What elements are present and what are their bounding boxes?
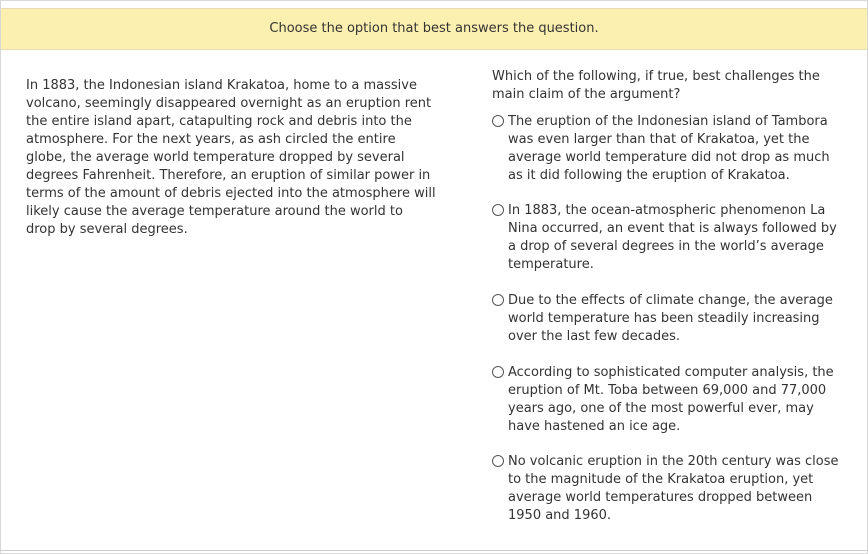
radio-button-icon[interactable] xyxy=(492,455,504,467)
radio-button-icon[interactable] xyxy=(492,366,504,378)
answer-option-b[interactable] xyxy=(492,202,852,274)
passage-text: In 1883, the Indonesian island Krakatoa, home to a massive volcano, seemingly disappeared overnight as an eruption rent the entire island apart, catapulting rock and debris into the atmosphere. For the next years, as ash circled the entire globe, the average world temperature dropped by several degrees Fahrenheit. Therefore, an eruption of similar power in terms of the amount of debris ejected into the atmosphere will likely cause the average temperature around the world to drop by several degrees. xyxy=(26,78,436,237)
radio-button-icon[interactable] xyxy=(492,115,504,127)
answer-option-a[interactable] xyxy=(492,113,852,185)
answer-option-text: In 1883, the ocean-atmospheric phenomenon La Nina occurred, an event that is always followed by a drop of several degrees in the world’s average temperature. xyxy=(508,203,837,272)
answer-option-text: The eruption of the Indonesian island of Tambora was even larger than that of Krakatoa, yet the average world temperature did not drop as much as it did following the eruption of Krakatoa. xyxy=(508,114,830,183)
answer-option-text: According to sophisticated computer analysis, the eruption of Mt. Toba between 69,000 and 77,000 years ago, one of the most powerful ever, may have hastened an ice age. xyxy=(508,365,834,434)
divider xyxy=(0,550,868,551)
answer-option-d[interactable] xyxy=(492,364,852,436)
answer-option-text: No volcanic eruption in the 20th century was close to the magnitude of the Krakatoa eruption, yet average world temperatures dropped between 1950 and 1960. xyxy=(508,454,839,523)
question-stem: Which of the following, if true, best challenges the main claim of the argument? xyxy=(492,69,820,102)
answer-option-c[interactable] xyxy=(492,292,852,346)
radio-button-icon[interactable] xyxy=(492,294,504,306)
answer-option-e[interactable] xyxy=(492,453,852,525)
instruction-text: Choose the option that best answers the question. xyxy=(269,21,599,36)
radio-button-icon[interactable] xyxy=(492,204,504,216)
answer-option-text: Due to the effects of climate change, the average world temperature has been steadily increasing over the last few decades. xyxy=(508,293,833,344)
instruction-banner xyxy=(1,8,867,50)
